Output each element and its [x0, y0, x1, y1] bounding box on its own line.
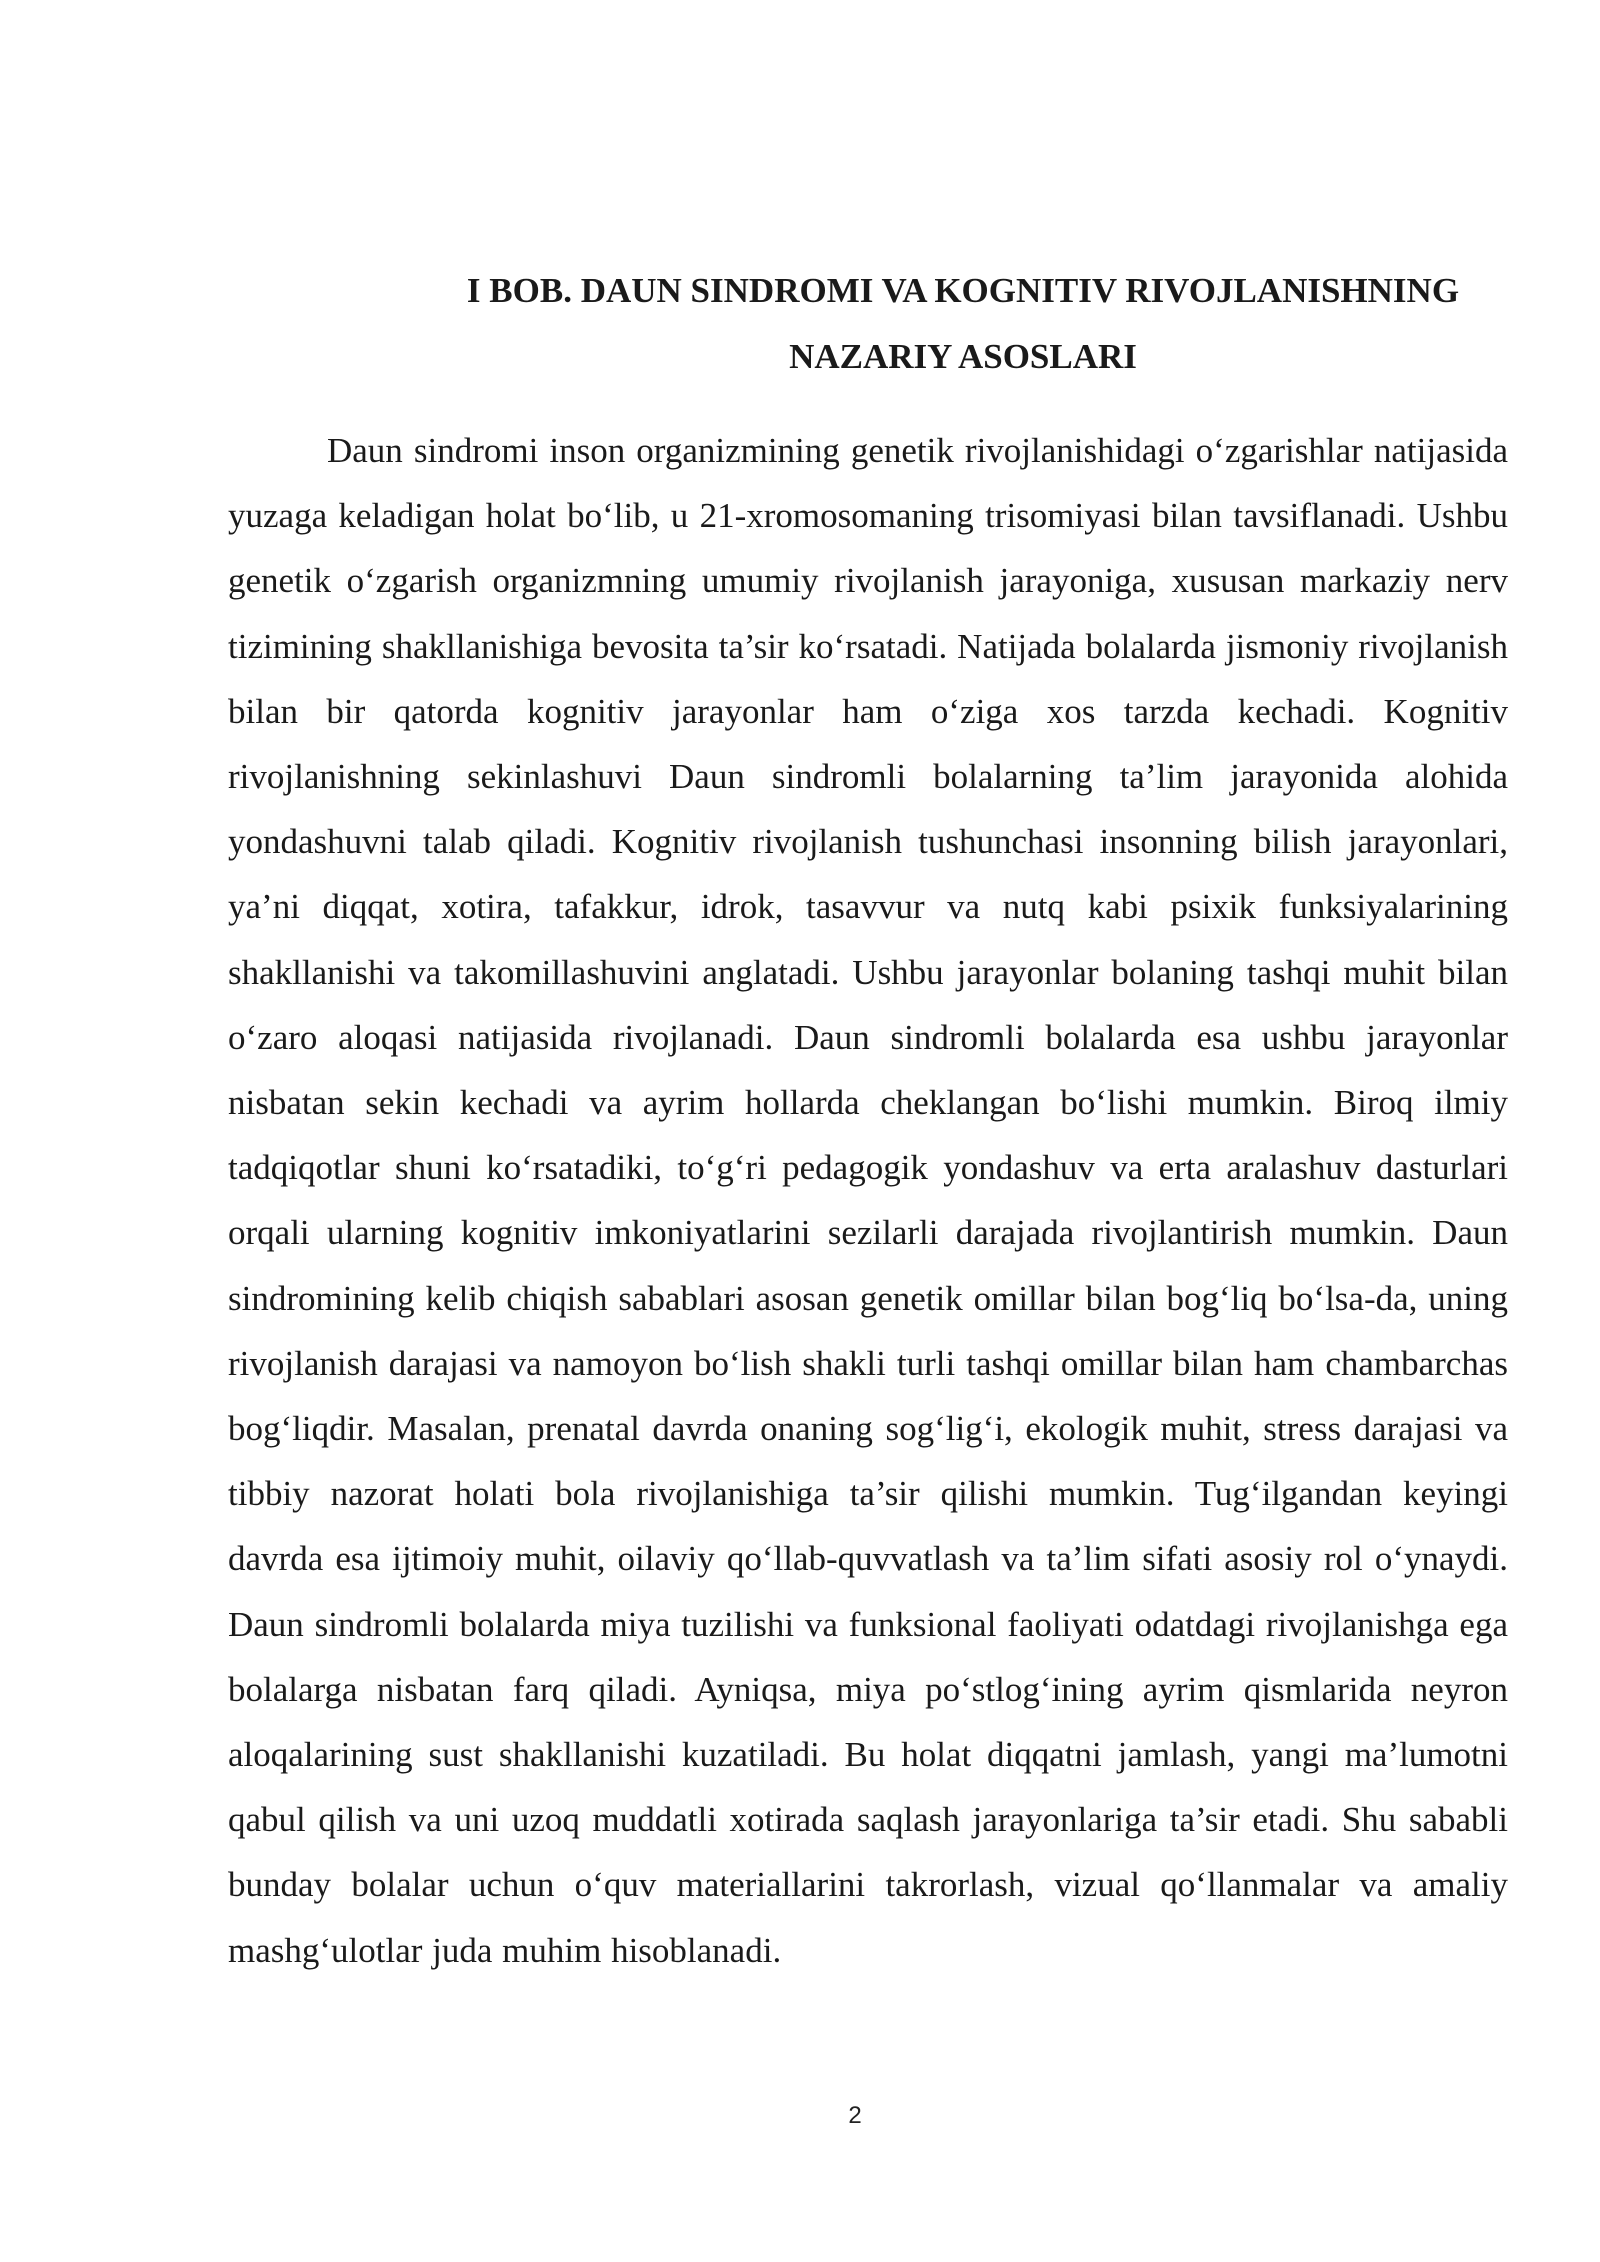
body-paragraph: Daun sindromi inson organizmining genetik rivojlanishidagi o‘zgarishlar natijasida yuzaga keladigan holat bo‘lib, u 21-xromosomaning trisomiyasi bilan tavsiflanadi. Ushbu genetik o‘zgarish organizmning umumiy rivojlanish jarayoniga, xususan markaziy nerv tizimining shakllanishiga bevosita ta’sir ko‘rsatadi. Natijada bolalarda jismoniy rivojlanish bilan bir qatorda kognitiv jarayonlar ham o‘ziga xos tarzda kechadi. Kognitiv rivojlanishning sekinlashuvi Daun sindromli bolalarning ta’lim jarayonida alohida yondashuvni talab qiladi. Kognitiv rivojlanish tushunchasi insonning bilish jarayonlari, ya’ni diqqat, xotira, tafakkur, idrok, tasavvur va nutq kabi psixik funksiyalarining shakllanishi va takomillashuvini anglatadi. Ushbu jarayonlar bolaning tashqi muhit bilan o‘zaro aloqasi natijasida rivojlanadi. Daun sindromli bolalarda esa ushbu jarayonlar nisbatan sekin kechadi va ayrim hollarda cheklangan bo‘lishi mumkin. Biroq ilmiy tadqiqotlar shuni ko‘rsatadiki, to‘g‘ri pedagogik yondashuv va erta aralashuv dasturlari orqali ularning kognitiv imkoniyatlarini sezilarli darajada rivojlantirish mumkin. Daun sindromining kelib chiqish sabablari asosan genetik omillar bilan bog‘liq bo‘lsa-da, uning rivojlanish darajasi va namoyon bo‘lish shakli turli tashqi omillar bilan ham chambarchas bog‘liqdir. Masalan, prenatal davrda onaning sog‘lig‘i, ekologik muhit, stress darajasi va tibbiy nazorat holati bola rivojlanishiga ta’sir qilishi mumkin. Tug‘ilgandan keyingi davrda esa ijtimoiy muhit, oilaviy qo‘llab-quvvatlash va ta’lim sifati asosiy rol o‘ynaydi. Daun sindromli bolalarda miya tuzilishi va funksional faoliyati odatdagi rivojlanishga ega bolalarga nisbatan farq qiladi. Ayniqsa, miya po‘stlog‘ining ayrim qismlarida neyron aloqalarining sust shakllanishi kuzatiladi. Bu holat diqqatni jamlash, yangi ma’lumotni qabul qilish va uni uzoq muddatli xotirada saqlash jarayonlariga ta’sir etadi. Shu sababli bunday bolalar uchun o‘quv materiallarini takrorlash, vizual qo‘llanmalar va amaliy mashg‘ulotlar juda muhim hisoblanadi.	[228, 431, 1508, 1970]
chapter-heading	[228, 258, 1508, 390]
chapter-heading-line-2: NAZARIY ASOSLARI	[789, 337, 1137, 376]
chapter-heading-line-1: I BOB. DAUN SINDROMI VA KOGNITIV RIVOJLANISHNING	[466, 271, 1460, 310]
page-number: 2	[848, 2102, 862, 2129]
